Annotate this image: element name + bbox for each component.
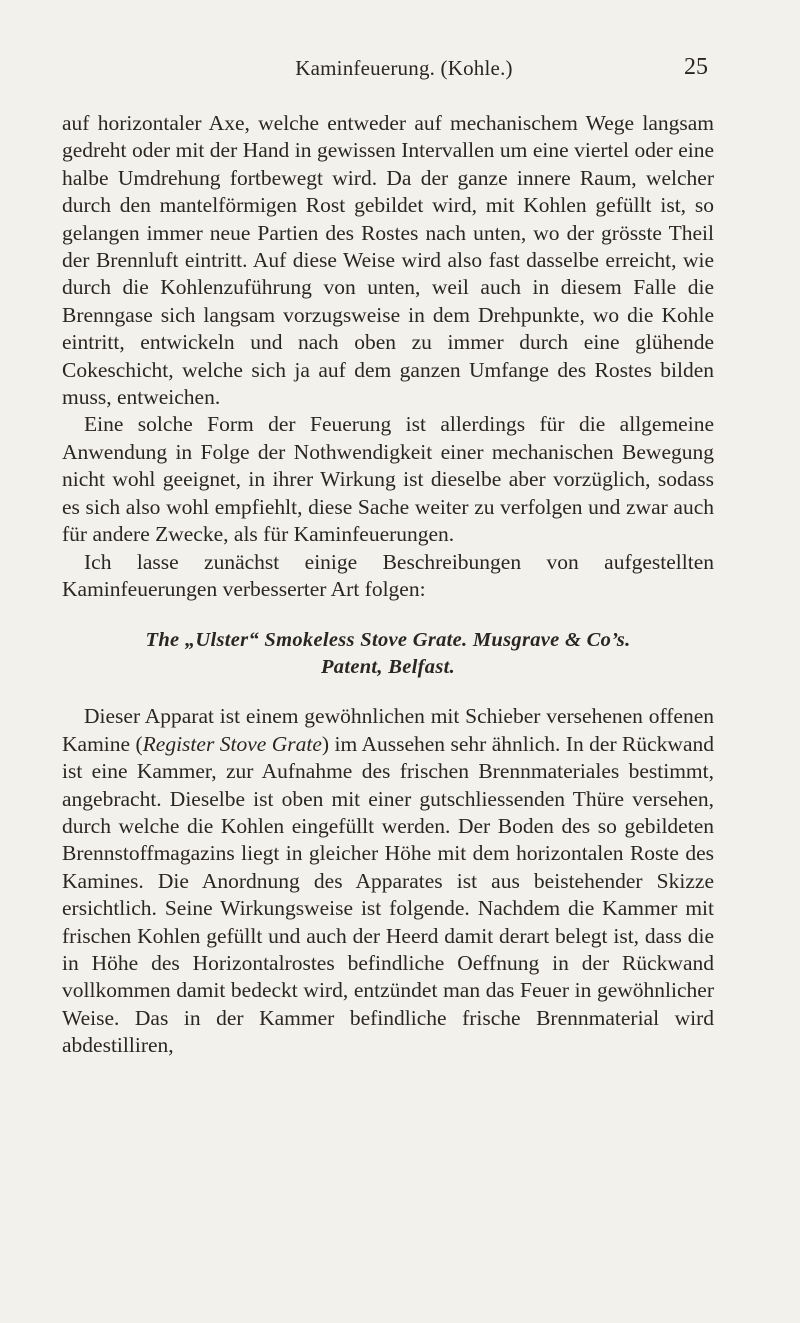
paragraph-4	[62, 703, 714, 1059]
page-number: 25	[684, 54, 708, 80]
section-heading-line-2: Patent, Belfast.	[320, 656, 456, 679]
section-heading	[62, 627, 714, 681]
paragraph-4-italic-term: Register Stove Grate	[142, 731, 322, 756]
paragraph-4-text-a: Dieser Apparat ist einem gewöhnlichen mit Schieber versehenen offenen Kamine (	[62, 704, 714, 756]
section-heading-line-1: The „Ulster“ Smokeless Stove Grate. Musgrave & Co’s.	[145, 629, 631, 652]
page-header	[100, 56, 708, 86]
body-text	[62, 110, 714, 1060]
running-title: Kaminfeuerung. (Kohle.)	[295, 56, 513, 80]
paragraph-4-text-b: ) im Aussehen sehr ähnlich. In der Rückwand ist eine Kammer, zur Aufnahme des frischen Brennmateriales bestimmt, angebracht. Dieselbe ist oben mit einer gutschliessenden Thüre versehen, durch welche die Kohlen eingefüllt werden. Der Boden des so gebildeten Brennstoffmagazins liegt in gleicher Höhe mit dem horizontalen Roste des Kamines. Die Anordnung des Apparates ist aus beistehender Skizze ersichtlich. Seine Wirkungsweise ist folgende. Nachdem die Kammer mit frischen Kohlen gefüllt und auch der Heerd damit derart belegt ist, dass die in Höhe des Horizontalrostes befindliche Oeffnung in der Rückwand vollkommen damit bedeckt wird, entzündet man das Feuer in gewöhnlicher Weise. Das in der Kammer befindliche frische Brennmaterial wird abdestilliren,	[62, 731, 715, 1058]
paragraph-3: Ich lasse zunächst einige Beschreibungen von aufgestellten Kaminfeuerungen verbesserter Art folgen:	[62, 549, 714, 601]
paragraph-1: auf horizontaler Axe, welche entweder auf mechanischem Wege langsam gedreht oder mit der Hand in gewissen Intervallen um eine viertel oder eine halbe Umdrehung fortbewegt wird. Da der ganze innere Raum, welcher durch den mantelförmigen Rost gebildet wird, mit Kohlen gefüllt ist, so gelangen immer neue Partien des Rostes nach unten, wo der grösste Theil der Brennluft eintritt. Auf diese Weise wird also fast dasselbe erreicht, wie durch die Kohlenzuführung von unten, weil auch in diesem Falle die Brenngase sich langsam vorzugsweise in dem Drehpunkte, wo die Kohle eintritt, entwickeln und nach oben zu immer durch eine glühende Cokeschicht, welche sich ja auf dem ganzen Umfange des Rostes bilden muss, entweichen.	[62, 111, 714, 410]
paragraph-2: Eine solche Form der Feuerung ist allerdings für die allgemeine Anwendung in Folge der Nothwendigkeit einer mechanischen Bewegung nicht wohl geeignet, in ihrer Wirkung ist dieselbe aber vorzüglich, sodass es sich also wohl empfiehlt, diese Sache weiter zu verfolgen und zwar auch für andere Zwecke, als für Kaminfeuerungen.	[62, 412, 714, 547]
